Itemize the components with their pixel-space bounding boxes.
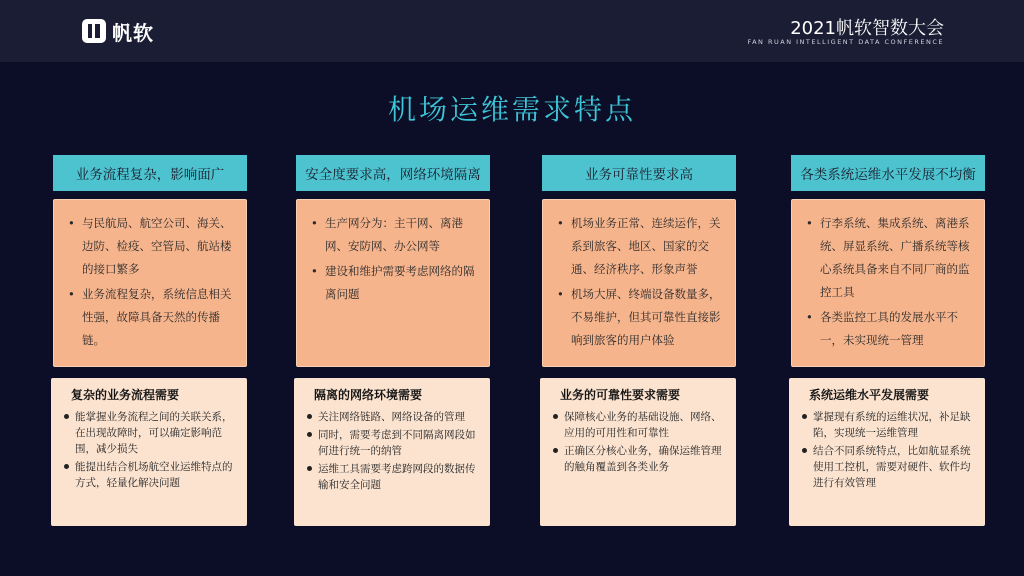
need-title: 隔离的网络环境需要 — [314, 388, 423, 402]
need-box — [540, 378, 736, 526]
need-box — [51, 378, 247, 526]
brand-logo — [82, 17, 154, 45]
need-title: 系统运维水平发展需要 — [809, 388, 930, 402]
feature-point: • 与民航局、航空公司、海关、边防、检疫、空管局、航站楼的接口繁多 — [64, 212, 232, 281]
top-banner — [0, 0, 1024, 62]
column-header: 业务可靠性要求高 — [542, 155, 736, 191]
conference-title: 2021帆软智数大会 — [790, 18, 944, 39]
column-header: 业务流程复杂，影响面广 — [53, 155, 247, 191]
need-point: 能提出结合机场航空业运维特点的方式，轻量化解决问题 — [63, 459, 237, 491]
need-point: 掌握现有系统的运维状况，补足缺陷，实现统一运维管理 — [801, 409, 975, 441]
logo-text: 帆软 — [112, 20, 154, 45]
column-business-reliability — [542, 155, 736, 473]
slide-title: 机场运维需求特点 — [387, 93, 636, 126]
need-point: 能掌握业务流程之间的关联关系，在出现故障时，可以确定影响范围，减少损失 — [63, 409, 237, 457]
feature-box — [53, 199, 247, 367]
feature-point: • 机场业务正常、连续运作，关系到旅客、地区、国家的交通、经济秩序、形象声誉 — [553, 212, 721, 281]
feature-box — [296, 199, 490, 367]
need-title: 复杂的业务流程需要 — [71, 388, 180, 402]
feature-point: • 行李系统、集成系统、离港系统、屏显系统、广播系统等核心系统具备来自不同厂商的监控工具 — [802, 212, 970, 304]
column-header: 各类系统运维水平发展不均衡 — [791, 155, 985, 191]
feature-box — [791, 199, 985, 367]
need-point: 运维工具需要考虑跨网段的数据传输和安全问题 — [306, 461, 480, 493]
column-header: 安全度要求高，网络环境隔离 — [296, 155, 490, 191]
column-business-complexity — [53, 155, 247, 489]
fanruan-logo-icon — [82, 19, 106, 43]
need-point: 正确区分核心业务，确保运维管理的触角覆盖到各类业务 — [552, 443, 726, 475]
feature-point: • 生产网分为：主干网、离港网、安防网、办公网等 — [307, 212, 475, 258]
column-network-security — [296, 155, 490, 491]
need-point: 保障核心业务的基础设施、网络、应用的可用性和可靠性 — [552, 409, 726, 441]
feature-point: • 各类监控工具的发展水平不一，未实现统一管理 — [802, 306, 970, 352]
need-box — [789, 378, 985, 526]
need-point: 同时，需要考虑到不同隔离网段如何进行统一的纳管 — [306, 427, 480, 459]
feature-point: • 业务流程复杂，系统信息相关性强，故障具备天然的传播链。 — [64, 283, 232, 352]
feature-point: • 机场大屏、终端设备数量多，不易维护，但其可靠性直接影响到旅客的用户体验 — [553, 283, 721, 352]
need-box — [294, 378, 490, 526]
need-point: 结合不同系统特点，比如航显系统使用工控机，需要对硬件、软件均进行有效管理 — [801, 443, 975, 491]
need-point: 关注网络链路、网络设备的管理 — [306, 409, 480, 425]
feature-box — [542, 199, 736, 367]
feature-point: • 建设和维护需要考虑网络的隔离问题 — [307, 260, 475, 306]
conference-subtitle: FAN RUAN INTELLIGENT DATA CONFERENCE — [747, 38, 944, 46]
need-title: 业务的可靠性要求需要 — [560, 388, 681, 402]
column-ops-maturity — [791, 155, 985, 489]
